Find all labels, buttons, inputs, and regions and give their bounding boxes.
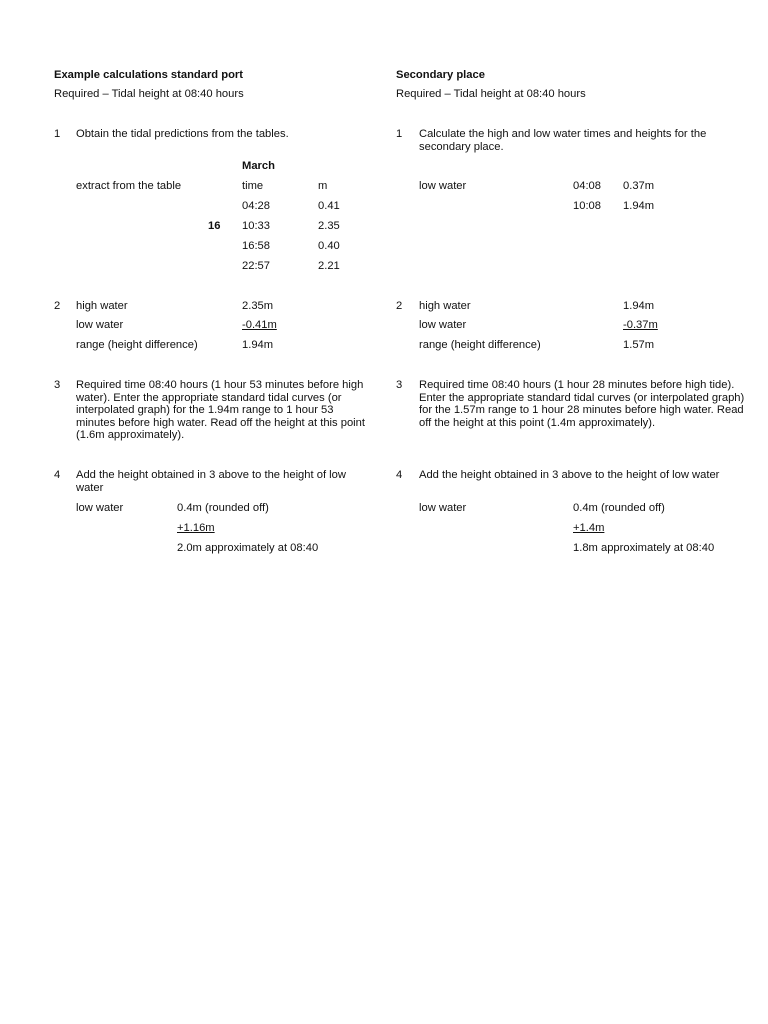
right-row-height: 1.94m	[623, 200, 655, 212]
left-col-m: m	[318, 180, 328, 192]
right-step1-number: 1	[396, 128, 403, 140]
left-title: Example calculations standard port	[54, 69, 243, 81]
left-step1-number: 1	[54, 128, 61, 140]
left-low-water-label: low water	[76, 319, 124, 331]
right-range-label: range (height difference)	[419, 339, 541, 351]
left-step3-number: 3	[54, 379, 61, 391]
right-range-value: 1.57m	[623, 339, 655, 351]
right-row-time: 04:08	[573, 180, 601, 192]
left-month-header: March	[242, 160, 275, 172]
left-step4-lw-value: 0.4m (rounded off)	[177, 502, 269, 514]
left-high-water-value: 2.35m	[242, 300, 274, 312]
right-row-height: 0.37m	[623, 180, 655, 192]
right-step1-text: Calculate the high and low water times and heights for the secondary place.	[419, 128, 707, 153]
left-row-height: 2.35	[318, 220, 340, 232]
right-step4-text: Add the height obtained in 3 above to the height of low water	[419, 469, 720, 481]
left-range-value: 1.94m	[242, 339, 274, 351]
left-range-label: range (height difference)	[76, 339, 198, 351]
left-row-height: 0.40	[318, 240, 340, 252]
right-high-water-label: high water	[419, 300, 471, 312]
right-step4-result: 1.8m approximately at 08:40	[573, 542, 715, 554]
left-step3-text: Required time 08:40 hours (1 hour 53 minutes before high water). Enter the appropriate standard tidal curves (or interpolated graph) for the 1.94m range to 1 hour 53 minutes before high water. Read off the height at this point (1.6m approximately).	[76, 379, 365, 441]
left-step4-add-value: +1.16m	[177, 522, 215, 534]
left-row-time: 10:33	[242, 220, 270, 232]
right-high-water-value: 1.94m	[623, 300, 655, 312]
left-high-water-label: high water	[76, 300, 128, 312]
left-low-water-value: -0.41m	[242, 319, 277, 331]
right-step2-number: 2	[396, 300, 403, 312]
right-low-water-value: -0.37m	[623, 319, 658, 331]
right-required: Required – Tidal height at 08:40 hours	[396, 88, 586, 100]
left-row-height: 2.21	[318, 260, 340, 272]
left-row-time: 22:57	[242, 260, 270, 272]
left-row-time: 04:28	[242, 200, 270, 212]
left-required: Required – Tidal height at 08:40 hours	[54, 88, 244, 100]
left-step1-text: Obtain the tidal predictions from the tables.	[76, 128, 289, 140]
right-step4-lw-value: 0.4m (rounded off)	[573, 502, 665, 514]
right-step3-text: Required time 08:40 hours (1 hour 28 minutes before high tide). Enter the appropriate standard tidal curves (or interpolated graph) for the 1.57m range to 1 hour 28 minutes before high water. Read off the height at this point (1.4m approximately).	[419, 379, 745, 429]
right-step4-add-value: +1.4m	[573, 522, 605, 534]
left-day-number: 16	[208, 220, 221, 232]
left-step2-number: 2	[54, 300, 61, 312]
left-step4-result: 2.0m approximately at 08:40	[177, 542, 319, 554]
left-row-height: 0.41	[318, 200, 340, 212]
right-low-water-label: low water	[419, 319, 467, 331]
left-extract-label: extract from the table	[76, 180, 182, 192]
right-low-water-label: low water	[419, 180, 467, 192]
left-step4-lw-label: low water	[76, 502, 124, 514]
right-step4-number: 4	[396, 469, 403, 481]
left-row-time: 16:58	[242, 240, 270, 252]
right-step3-number: 3	[396, 379, 403, 391]
right-title: Secondary place	[396, 69, 485, 81]
left-col-time: time	[242, 180, 264, 192]
right-step4-lw-label: low water	[419, 502, 467, 514]
right-row-time: 10:08	[573, 200, 601, 212]
left-step4-text: Add the height obtained in 3 above to the height of low water	[76, 469, 346, 494]
left-step4-number: 4	[54, 469, 61, 481]
